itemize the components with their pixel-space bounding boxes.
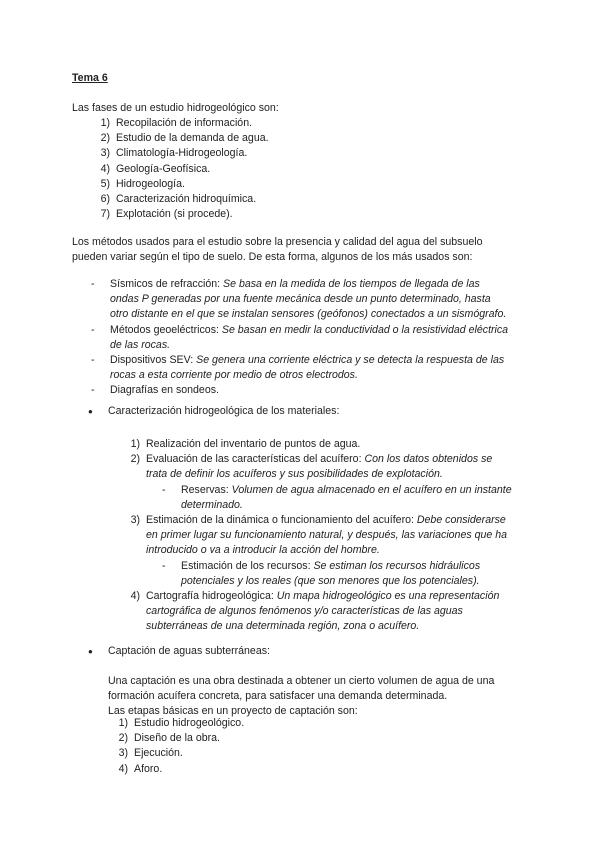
list-item: 1) Recopilación de información. xyxy=(100,117,253,129)
list-item: 3) Climatología-Hidrogeología. xyxy=(100,147,248,160)
list-item: 1) Realización del inventario de puntos de agua. xyxy=(130,438,361,450)
list-item: - Métodos geoeléctricos: Se basan en medir la conductividad o la resistividad eléctrica de las rocas. xyxy=(91,323,509,351)
list-item: 3) Estimación de la dinámica o funcionamiento del acuífero: Debe considerarse en primer lugar su funcionamiento natural, y después, las variaciones que ha introducido o va a introducir la acción del hombre. - Estimación de los recursos: Se estiman los recursos hidráulicos potenciales y los reales (que son menores que los potenciales). xyxy=(130,514,507,587)
list-item: 1) Estudio hidrogeológico. xyxy=(118,717,245,729)
list-item: - Dispositivos SEV: Se genera una corriente eléctrica y se detecta la respuesta de las rocas a esta corriente por medio de otros electrodos. xyxy=(91,354,505,382)
list-item: 4) Cartografía hidrogeológica: Un mapa hidrogeológico es una representación cartográfica de algunos fenómenos y/o características de las aguas subterráneas de una determinada región, zona o acuífero. xyxy=(130,590,500,633)
list-item: - Diagrafías en sondeos. xyxy=(91,384,219,397)
list-item: 4) Geología-Geofísica. xyxy=(100,162,211,175)
list-item: 7) Explotación (si procede). xyxy=(100,208,233,221)
list-item: 5) Hidrogeología. xyxy=(100,177,185,190)
methods-intro: Los métodos usados para el estudio sobre la presencia y calidad del agua del subsuelo pueden variar según el tipo de suelo. De esta forma, algunos de los más usados son: xyxy=(72,236,483,264)
list-item: 2) Estudio de la demanda de agua. xyxy=(100,132,269,145)
list-item: - Sísmicos de refracción: Se basa en la medida de los tiempos de llegada de las ondas P generadas por una fuente mecánica desde un punto determinado, hasta otro distante en el que se instalan sensores (geófonos) conectados a un sismógrafo. xyxy=(91,278,507,321)
list-item: 2) Diseño de la obra. xyxy=(118,732,220,745)
page-title: Tema 6 xyxy=(72,72,108,84)
characterization-heading: ● Caracterización hidrogeológica de los materiales: xyxy=(88,404,339,419)
bullet-icon: ● xyxy=(88,647,93,656)
bullet-icon: ● xyxy=(88,407,93,416)
capture-heading: ● Captación de aguas subterráneas: xyxy=(88,644,270,659)
methods-list xyxy=(91,277,508,399)
list-item: 4) Aforo. xyxy=(118,762,163,775)
phases-list xyxy=(90,116,269,222)
capture-steps xyxy=(108,716,244,777)
phases-intro: Las fases de un estudio hidrogeológico son: xyxy=(72,102,279,114)
capture-text: Una captación es una obra destinada a obtener un cierto volumen de agua de una formación acuífera concreta, para satisfacer una demanda determinada. Las etapas básicas en un proyecto de captación son: xyxy=(108,675,495,718)
list-item: 3) Ejecución. xyxy=(118,747,183,760)
characterization-list xyxy=(120,437,560,635)
list-item: 6) Caracterización hidroquímica. xyxy=(100,193,257,206)
list-item: 2) Evaluación de las características del acuífero: Con los datos obtenidos se trata de definir los acuíferos y sus posibilidades de explotación. - Reservas: Volumen de agua almacenado en el acuífero en un instante determinado. xyxy=(130,453,512,511)
